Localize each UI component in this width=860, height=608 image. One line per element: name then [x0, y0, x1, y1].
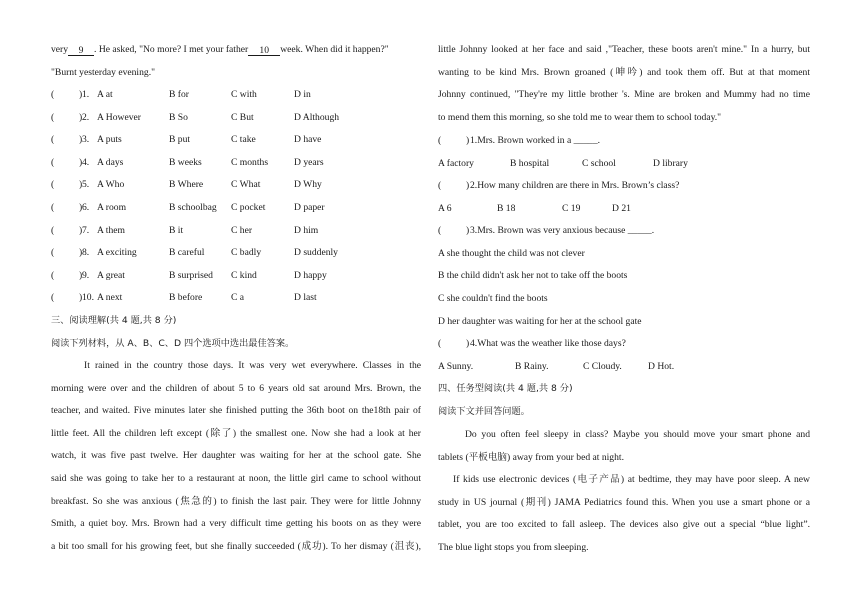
option-a: A Sunny. [438, 361, 474, 372]
question-number: 1. [82, 89, 90, 100]
answer-paren-open: ( [51, 202, 55, 213]
question-number: 4. [82, 156, 90, 168]
passage-line: If kids use electronic devices (电子产品) at bedtime, they may have poor sleep. A new [453, 474, 810, 485]
option-c: C school [582, 158, 616, 169]
answer-paren-close: ) [79, 111, 83, 123]
passage-line: watch, it was five past twelve. Her daughter was waiting for her at the school gate. She [51, 450, 421, 462]
passage-line: wanting to be kind Mrs. Brown groaned (呻吟) and took them off. But at that moment [438, 66, 810, 78]
answer-paren-close: ) [79, 247, 83, 259]
question-number: 2. [82, 111, 90, 123]
option-d: D library [653, 158, 688, 169]
option-d: D happy [294, 269, 327, 281]
reading-question-3-option-c: C she couldn't find the boots [438, 293, 548, 304]
question-number: 7. [82, 224, 90, 236]
passage-line: tablets (平板电脑) away from your bed at night. [438, 451, 624, 463]
option-d: D suddenly [294, 247, 338, 259]
section-4-title: 四、任务型阅读(共 4 题,共 8 分) [438, 383, 573, 394]
option-a: A Who [97, 179, 125, 191]
option-b: B 18 [497, 203, 516, 214]
option-c: C months [231, 156, 269, 168]
option-c: C But [231, 111, 254, 123]
option-d: D him [294, 224, 319, 236]
option-c: C Cloudy. [583, 361, 622, 372]
option-b: B schoolbag [169, 202, 217, 213]
cloze-line-1: very 9 . He asked, "No more? I met your father 10 week. When did it happen?" [51, 44, 389, 56]
option-d: D years [294, 156, 324, 168]
option-a: A However [97, 111, 141, 123]
option-d: D in [294, 89, 311, 100]
section-4-instructions: 阅读下文并回答问题。 [438, 406, 530, 417]
option-b: B for [169, 89, 189, 100]
option-a: A 6 [438, 203, 452, 214]
option-a: A factory [438, 158, 474, 169]
section-3-title: 三、阅读理解(共 4 题,共 8 分) [51, 315, 177, 326]
option-d: D paper [294, 202, 325, 213]
answer-paren-open: ( [51, 269, 55, 281]
option-d: D last [294, 292, 317, 304]
option-a: A great [97, 269, 125, 281]
answer-paren-open: ( [51, 292, 55, 304]
option-b: B So [169, 111, 188, 123]
option-c: C 19 [562, 203, 581, 214]
question-number: 8. [82, 247, 90, 259]
option-b: B surprised [169, 269, 213, 281]
option-d: D 21 [612, 203, 631, 214]
option-c: C with [231, 89, 257, 100]
answer-paren-close: ) [79, 156, 83, 168]
option-b: B it [169, 224, 184, 236]
passage-line: said she was going to take her to a restaurant at noon, the little girl came to school without [51, 473, 421, 484]
option-b: B weeks [169, 156, 202, 168]
option-d: D Hot. [648, 361, 675, 372]
option-a: A room [97, 202, 127, 213]
answer-paren-close: ) [79, 224, 83, 236]
option-a: A exciting [97, 247, 137, 259]
option-a: A days [97, 156, 124, 168]
passage-line: The blue light stops you from sleeping. [438, 541, 589, 553]
option-a: A at [97, 89, 113, 100]
option-c: C What [231, 179, 261, 191]
section-3-instructions: 阅读下列材料，从 A、B、C、D 四个选项中选出最佳答案。 [51, 338, 295, 349]
question-number: 9. [82, 269, 90, 281]
answer-paren-close: ) [79, 202, 83, 213]
passage-line: Smith, a quiet boy. Mrs. Brown had a very difficult time getting his boots on as they were [51, 518, 421, 530]
passage-line: study in US journal (期刊) JAMA Pediatrics found this. When you use a smart phone or a [438, 496, 810, 508]
answer-paren-open: ( [51, 156, 55, 168]
passage-line: little feet. All the children left except (除了) the smallest one. Now she had a look at her [51, 427, 421, 439]
answer-paren-open: ( [51, 179, 55, 191]
option-b: B careful [169, 247, 205, 259]
answer-paren-close: ) [79, 179, 83, 191]
option-c: C take [231, 134, 256, 146]
passage-line: a bit too small for his growing feet, but she finally succeeded (成功). To her dismay (沮丧), [51, 540, 421, 552]
option-d: D Although [294, 111, 340, 123]
option-c: C badly [231, 247, 262, 259]
passage-line: morning were over and the children of about 5 to 6 years old sat around Mrs. Brown, the [51, 382, 421, 394]
option-b: B Rainy. [515, 361, 549, 372]
passage-line: tablet, you are too excited to fall asleep. The devices also give out a special “blue light”. [438, 519, 810, 531]
cloze-line-2: "Burnt yesterday evening." [51, 67, 156, 78]
option-b: B before [169, 292, 203, 304]
option-d: D have [294, 134, 322, 146]
question-number: 3. [82, 134, 90, 146]
option-c: C a [231, 292, 245, 304]
option-b: B Where [169, 179, 204, 191]
passage-line: little Johnny looked at her face and said ,"Teacher, these boots aren't mine." In a hurry, but [438, 44, 810, 55]
answer-paren-close: ) [79, 269, 83, 281]
answer-paren-close: ) [79, 292, 83, 304]
reading-question-3-option-a: A she thought the child was not clever [438, 248, 585, 259]
passage-line: to mend them this morning, so she told me to wear them to school today." [438, 111, 722, 123]
option-b: B put [169, 134, 191, 146]
question-number: 6. [82, 202, 90, 213]
option-d: D Why [294, 179, 322, 191]
question-number: 5. [82, 179, 90, 191]
passage-line: teacher, and waited. Five minutes later she finished putting the 36th boot on the18th pair of [51, 405, 421, 417]
answer-paren-open: ( [51, 224, 55, 236]
option-a: A next [97, 292, 123, 304]
answer-paren-close: ) [79, 89, 83, 100]
reading-question-3-option-d: D her daughter was waiting for her at the school gate [438, 316, 642, 327]
answer-paren-close: ) [79, 134, 83, 146]
reading-question-3-option-b: B the child didn't ask her not to take off the boots [438, 270, 628, 281]
answer-paren-open: ( [51, 134, 55, 146]
passage-line: It rained in the country those days. It was very wet everywhere. Classes in the [84, 360, 421, 371]
answer-paren-open: ( [51, 247, 55, 259]
option-c: C kind [231, 269, 257, 281]
option-a: A puts [97, 134, 122, 146]
question-number: 10. [82, 292, 94, 304]
blank-10: 10 [248, 45, 280, 56]
passage-line: Johnny continued, "They're my little brother 's. Mine are broken and Mummy had no time [438, 89, 810, 101]
blank-9: 9 [68, 45, 94, 56]
answer-paren-open: ( [51, 111, 55, 123]
option-b: B hospital [510, 158, 550, 169]
option-c: C pocket [231, 202, 266, 213]
option-a: A them [97, 224, 125, 236]
passage-line: breakfast. So she was anxious (焦急的) to finish the last pair. They were for little Johnny [51, 495, 421, 507]
answer-paren-open: ( [51, 89, 55, 100]
option-c: C her [231, 224, 253, 236]
passage-line: Do you often feel sleepy in class? Maybe you should move your smart phone and [465, 429, 810, 440]
